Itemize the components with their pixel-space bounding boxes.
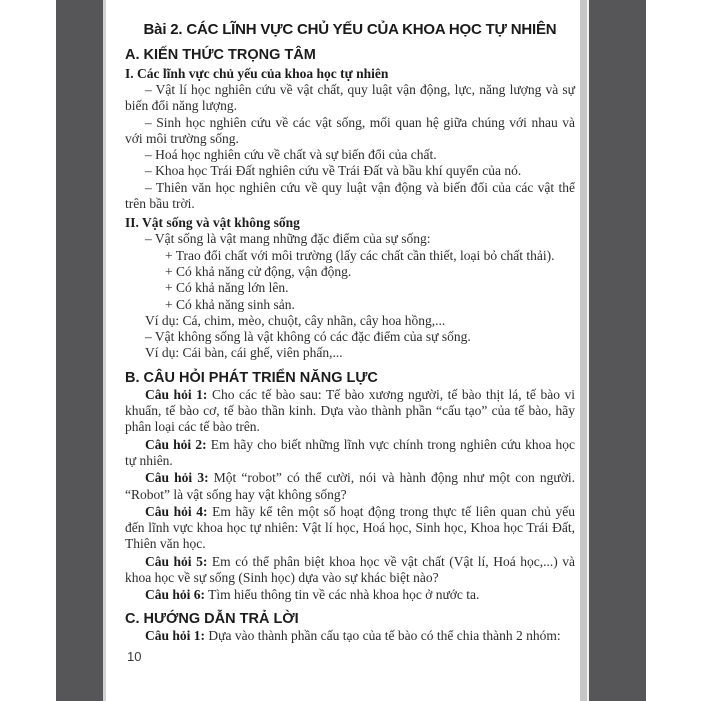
- question-label: Câu hỏi 4:: [145, 503, 208, 519]
- question-label: Câu hỏi 3:: [145, 470, 209, 486]
- subsection-1-heading: I. Các lĩnh vực chủ yếu của khoa học tự nhiên: [125, 66, 389, 81]
- question: [125, 628, 575, 644]
- content-line: + Có khả năng sinh sản.: [165, 296, 295, 312]
- content-line: – Khoa học Trái Đất nghiên cứu về Trái Đất và bầu khí quyển của nó.: [145, 163, 522, 179]
- content-line: – Vật sống là vật mang những đặc điểm của sự sống:: [145, 231, 431, 247]
- question-text: Em có thể phân biệt khoa học về vật chất (Vật lí, Hoá học,...) và khoa học về sự sống (Sinh học) dựa vào sự khác biệt nào?: [125, 553, 576, 586]
- content-line: + Trao đổi chất với môi trường (lấy các chất cần thiết, loại bỏ chất thải).: [165, 247, 555, 263]
- page-number: 10: [127, 649, 142, 664]
- left-background-bar: [56, 0, 103, 701]
- content-line: – Vật không sống là vật không có các đặc điểm của sự sống.: [145, 329, 471, 345]
- question: [125, 387, 575, 436]
- content-line: – Vật lí học nghiên cứu về vật chất, quy luật vận động, lực, năng lượng và sự biến đổi năng lượng.: [125, 82, 575, 114]
- page-content: [125, 0, 575, 644]
- section-b-heading: B. CÂU HỎI PHÁT TRIỂN NĂNG LỰC: [125, 369, 378, 386]
- content-line: – Hoá học nghiên cứu về chất và sự biến đổi của chất.: [145, 147, 437, 163]
- content-line: Ví dụ: Cái bàn, cái ghế, viên phấn,...: [145, 345, 343, 361]
- question: [125, 554, 575, 587]
- question-text: Em hãy kể tên một số hoạt động trong thực tế liên quan chủ yếu đến lĩnh vực khoa học tự nhiên: Vật lí học, Hoá học, Sinh học, Khoa học Trái Đất, Thiên văn học.: [125, 503, 575, 552]
- right-page-edge-shadow: [580, 0, 587, 701]
- question: [125, 587, 575, 603]
- question-label: Câu hỏi 5:: [145, 553, 208, 569]
- content-line: + Có khả năng lớn lên.: [165, 280, 289, 296]
- right-background-bar: [589, 0, 646, 701]
- question-text: Em hãy cho biết những lĩnh vực chính trong nghiên cứu khoa học tự nhiên.: [125, 436, 575, 468]
- question-label: Câu hỏi 1:: [145, 386, 208, 402]
- question: [125, 504, 575, 553]
- question-label: Câu hỏi 2:: [145, 436, 207, 452]
- subsection-2-heading: II. Vật sống và vật không sống: [125, 215, 300, 231]
- content-line: + Có khả năng cử động, vận động.: [165, 263, 352, 279]
- lesson-title: Bài 2. CÁC LĨNH VỰC CHỦ YẾU CỦA KHOA HỌC TỰ NHIÊN: [143, 21, 557, 38]
- content-line: – Sinh học nghiên cứu về các vật sống, mối quan hệ giữa chúng với nhau và với môi trường sống.: [125, 114, 575, 146]
- question-label: Câu hỏi 1:: [145, 627, 206, 643]
- question: [125, 437, 575, 470]
- question-text: Tìm hiểu thông tin về các nhà khoa học ở nước ta.: [208, 587, 480, 603]
- question: [125, 470, 575, 503]
- section-c-heading: C. HƯỚNG DẪN TRẢ LỜI: [125, 610, 299, 627]
- question-label: Câu hỏi 6:: [145, 587, 206, 603]
- left-page-edge-shadow: [103, 0, 106, 701]
- question-text: Dựa vào thành phần cấu tạo của tế bào có thể chia thành 2 nhóm:: [208, 627, 561, 643]
- content-line: Ví dụ: Cá, chim, mèo, chuột, cây nhãn, cây hoa hồng,...: [145, 312, 446, 328]
- section-a-heading: A. KIẾN THỨC TRỌNG TÂM: [125, 47, 316, 63]
- question-text: Cho các tế bào sau: Tế bào xương người, tế bào thịt lá, tế bào vi khuẩn, tế bào cơ, tế bào thần kinh. Dựa vào thành phần “cấu tạo” của tế bào, hãy phân loại các tế bào trên.: [125, 386, 576, 435]
- content-line: – Thiên văn học nghiên cứu về quy luật vận động và biến đổi của các vật thể trên bầu trời.: [125, 179, 575, 212]
- question-text: Một “robot” có thể cười, nói và hành động như một con người. “Robot” là vật sống hay vật không sống?: [125, 470, 576, 502]
